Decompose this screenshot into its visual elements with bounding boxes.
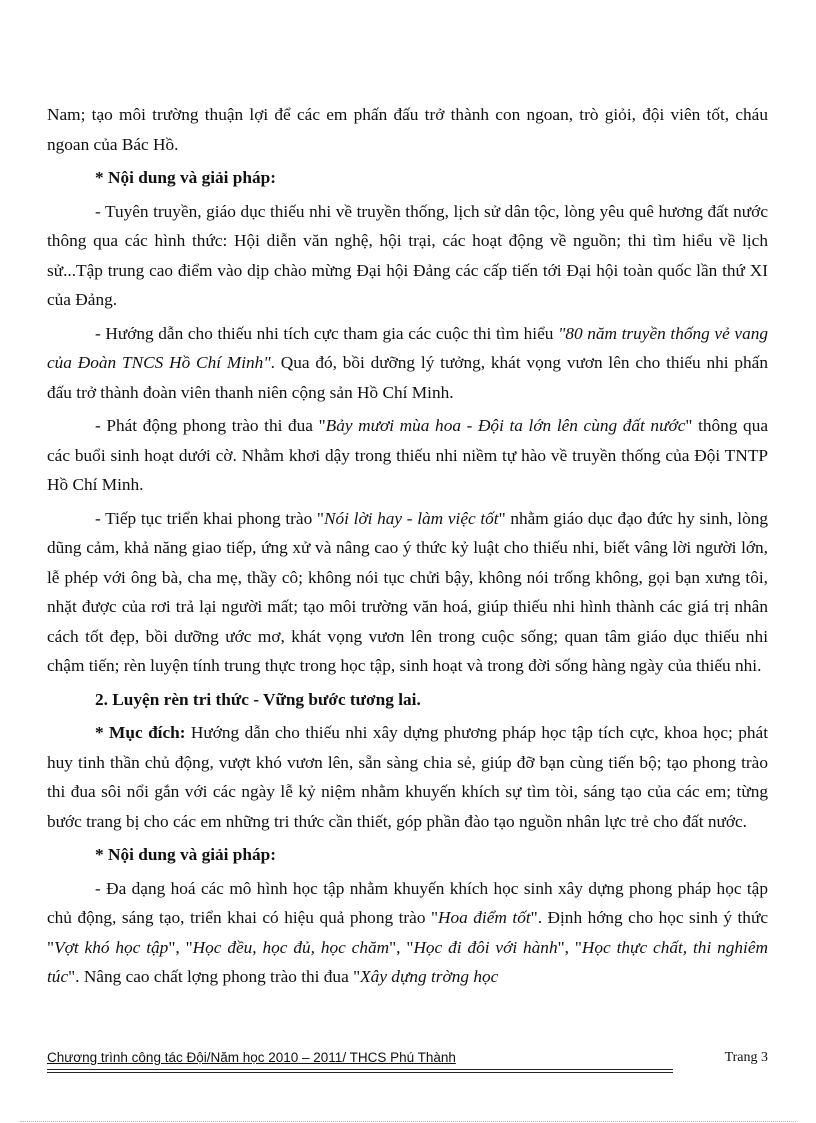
page-footer	[47, 1050, 768, 1074]
paragraph-5-italic-5: Học thực chất, thi nghiêm túc	[47, 937, 769, 986]
paragraph-5-italic-2: Vợt khó học tập	[54, 937, 169, 957]
paragraph-4	[47, 504, 768, 681]
paragraph-3-italic: Bảy mươi mùa hoa - Đội ta lớn lên cùng đất nước	[325, 416, 686, 435]
paragraph-5-text-f: ". Nâng cao chất lợng phong trào thi đua "	[68, 967, 361, 986]
paragraph-5-text-a: - Đa dạng hoá các mô hình học tập nhằm khuyến khích học sinh xây dựng phong pháp học tập chủ động, sáng tạo, triển khai có hiệu quả phong trào "	[47, 878, 768, 927]
paragraph-2-text-b: . Qua đó, bồi dưỡng lý tưởng, khát vọng vươn lên cho thiếu nhi phấn đấu trở thành đoàn viên thanh niên cộng sản Hồ Chí Minh.	[47, 353, 768, 402]
purpose-label: * Mục đích:	[95, 723, 186, 742]
paragraph-5-text-d: ", "	[389, 937, 414, 957]
paragraph-5-text-e: ", "	[557, 937, 582, 957]
footer-rule-double	[47, 1072, 673, 1073]
intro-paragraph: Nam; tạo môi trường thuận lợi để các em phấn đấu trở thành con ngoan, trò giỏi, đội viên tốt, cháu ngoan của Bác Hồ.	[47, 105, 768, 154]
paragraph-5	[47, 874, 768, 992]
paragraph-4-italic: Nói lời hay - làm việc tốt	[323, 508, 499, 528]
purpose-paragraph	[47, 718, 768, 836]
paragraph-3-text-a: - Phát động phong trào thi đua "	[95, 416, 326, 435]
paragraph-1: - Tuyên truyền, giáo dục thiếu nhi về truyền thống, lịch sử dân tộc, lòng yêu quê hương đất nước thông qua các hình thức: Hội diễn văn nghệ, hội trại, các hoạt động về nguồn; thi tìm hiểu về lịch sử...Tập trung cao điểm vào dịp chào mừng Đại hội Đảng các cấp tiến tới Đại hội toàn quốc lần thứ XI của Đảng.	[47, 201, 768, 309]
paragraph-2	[47, 319, 768, 408]
paragraph-3-text-b: " thông qua các buổi sinh hoạt dưới cờ. Nhằm khơi dậy trong thiếu nhi niềm tự hào về truyền thống của Đội TNTP Hồ Chí Minh.	[47, 416, 768, 494]
paragraph-5-text-c: ", "	[168, 937, 193, 957]
footer-title: Chương trình công tác Đội/Năm học 2010 – 2011/ THCS Phú Thành	[47, 1050, 456, 1065]
paragraph-2-italic: "80 năm truyền thống vẻ vang của Đoàn TNCS Hồ Chí Minh"	[47, 323, 768, 372]
document-body	[47, 100, 768, 996]
section-2-title: 2. Luyện rèn tri thức - Vững bước tương lai.	[95, 689, 421, 709]
paragraph-5-italic-1: Hoa điểm tốt	[438, 908, 531, 927]
page-number: Trang 3	[724, 1050, 768, 1065]
purpose-text: Hướng dẫn cho thiếu nhi xây dựng phương pháp học tập tích cực, khoa học; phát huy tinh thần chủ động, vượt khó vươn lên, sẵn sàng chia sẻ, giúp đỡ bạn cùng tiến bộ; tạo phong trào thi đua sôi nổi gắn với các ngày lễ kỷ niệm nhằm khuyến khích sự tìm tòi, sáng tạo của các em; từng bước trang bị cho các em những tri thức cần thiết, góp phần đào tạo nguồn nhân lực trẻ cho đất nước.	[47, 723, 768, 831]
paragraph-5-text-b: ". Định hớng cho học sinh ý thức "	[47, 908, 768, 957]
paragraph-5-italic-3: Học đều, học đủ, học chăm	[192, 937, 390, 957]
paragraph-4-text-a: - Tiếp tục triển khai phong trào "	[95, 508, 324, 528]
content-heading-1: * Nội dung và giải pháp:	[95, 168, 277, 187]
paragraph-5-italic-4: Học đi đôi với hành	[413, 937, 558, 957]
paragraph-2-text-a: - Hướng dẫn cho thiếu nhi tích cực tham gia các cuộc thi tìm hiểu	[95, 323, 559, 343]
page-bottom-border	[20, 1121, 796, 1122]
content-heading-2: * Nội dung và giải pháp:	[95, 845, 277, 864]
footer-rule	[47, 1069, 673, 1070]
paragraph-3	[47, 411, 768, 500]
paragraph-4-text-b: " nhằm giáo dục đạo đức hy sinh, lòng dũng cảm, khả năng giao tiếp, ứng xử và nâng cao ý thức kỷ luật cho thiếu nhi, biết vâng lời người lớn, lễ phép với ông bà, cha mẹ, thầy cô; không nói tục chửi bậy, không nói trống không, gọi bạn xưng tôi, nhặt được của rơi trả lại người mất; tạo môi trường văn hoá, giúp thiếu nhi hình thành các giá trị nhân cách tốt đẹp, bồi dưỡng ước mơ, khát vọng vươn lên trong cuộc sống; quan tâm giáo dục thiếu nhi chậm tiến; rèn luyện tính trung thực trong học tập, sinh hoạt và trong đời sống hàng ngày của thiếu nhi.	[47, 508, 769, 675]
paragraph-5-italic-6: Xây dựng trờng học	[360, 967, 499, 986]
